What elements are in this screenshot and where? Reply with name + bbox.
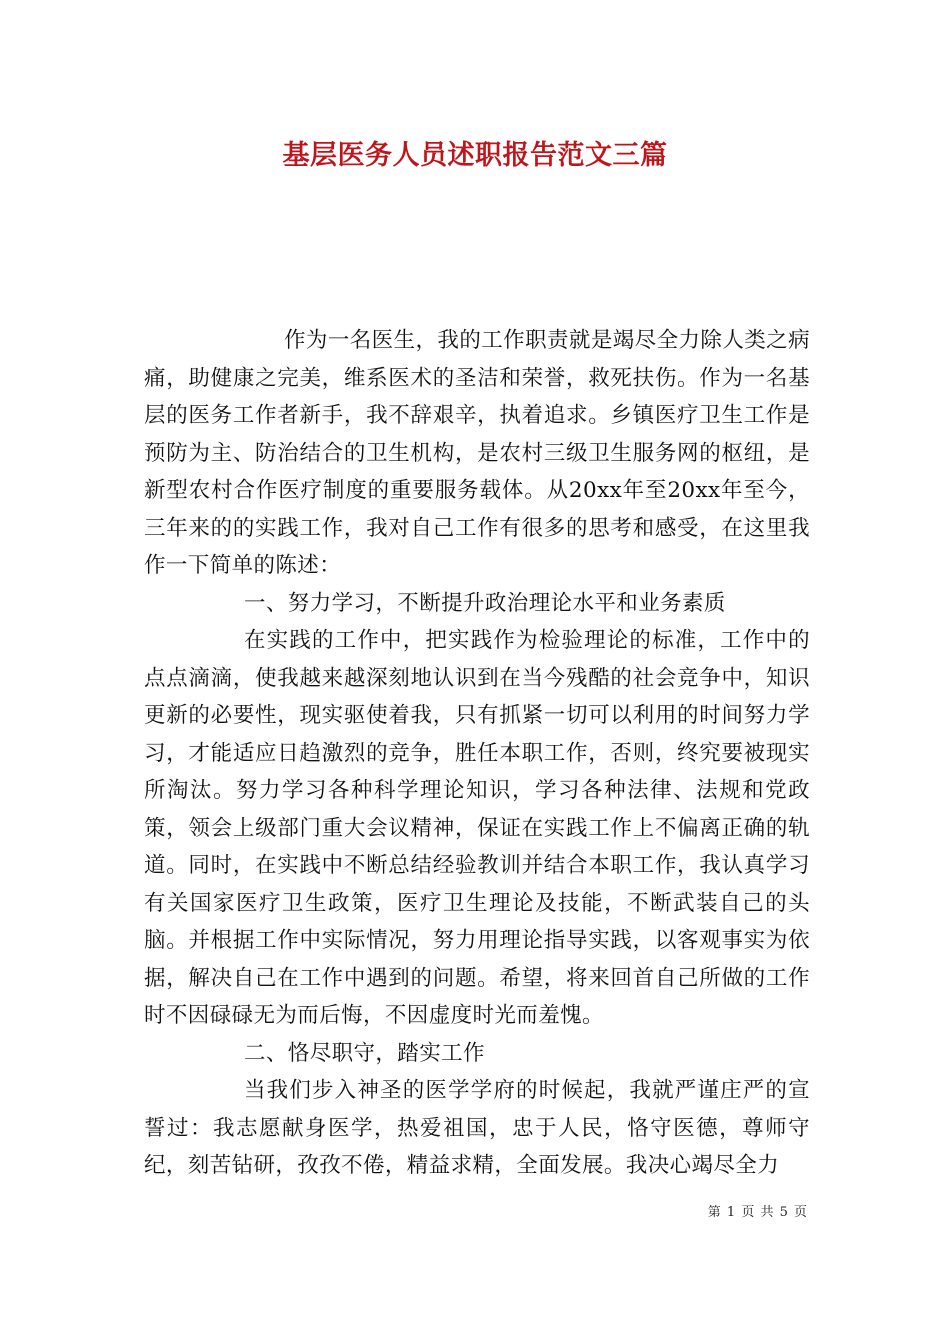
paragraph-intro: 作为一名医生，我的工作职责就是竭尽全力除人类之病痛，助健康之完美，维系医术的圣洁和荣誉，救死扶伤。作为一名基层的医务工作者新手，我不辞艰辛，执着追求。乡镇医疗卫生工作是预防为主、防治结合的卫生机构，是农村三级卫生服务网的枢纽，是新型农村合作医疗制度的重要服务载体。从20xx年至20xx年至今，三年来的的实践工作，我对自己工作有很多的思考和感受，在这里我作一下简单的陈述： xyxy=(144,328,810,578)
section-heading-1: 一、努力学习，不断提升政治理论水平和业务素质 xyxy=(244,590,726,616)
page-number: 第 1 页 共 5 页 xyxy=(707,1205,808,1220)
paragraph-section-1: 在实践的工作中，把实践作为检验理论的标准，工作中的点点滴滴，使我越来越深刻地认识到在当今残酷的社会竞争中，知识更新的必要性，现实驱使着我，只有抓紧一切可以利用的时间努力学习，才能适应日趋激烈的竞争，胜任本职工作，否则，终究要被现实所淘汰。努力学习各种科学理论知识，学习各种法律、法规和党政策，领会上级部门重大会议精神，保证在实践工作上不偏离正确的轨道。同时，在实践中不断总结经验教训并结合本职工作，我认真学习有关国家医疗卫生政策，医疗卫生理论及技能，不断武装自己的头脑。并根据工作中实际情况，努力用理论指导实践，以客观事实为依据，解决自己在工作中遇到的问题。希望，将来回首自己所做的工作时不因碌碌无为而后悔，不因虚度时光而羞愧。 xyxy=(144,628,810,1028)
document-title: 基层医务人员述职报告范文三篇 xyxy=(282,140,668,171)
document-body xyxy=(144,322,810,1185)
paragraph-section-2: 当我们步入神圣的医学学府的时候起，我就严谨庄严的宣誓过：我志愿献身医学，热爱祖国，忠于人民，恪守医德，尊师守纪，刻苦钻研，孜孜不倦，精益求精，全面发展。我决心竭尽全力 xyxy=(144,1078,810,1178)
section-heading-2: 二、恪尽职守，踏实工作 xyxy=(244,1040,485,1066)
